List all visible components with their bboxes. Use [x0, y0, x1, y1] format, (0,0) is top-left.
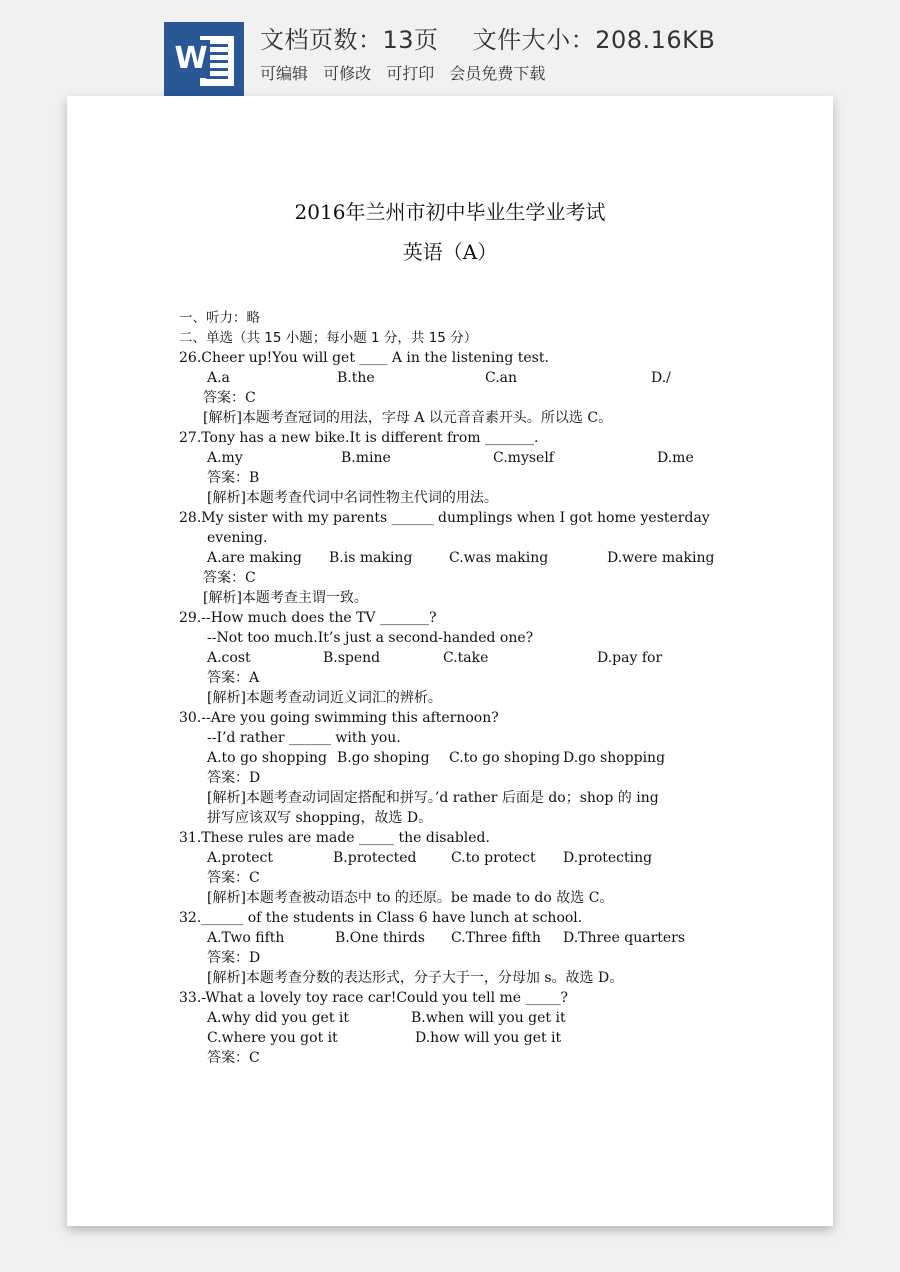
analysis: [解析]本题考查代词中名词性物主代词的用法。: [207, 490, 498, 506]
option-c: C.to protect: [451, 850, 536, 866]
option-b: B.mine: [341, 450, 391, 466]
option-a: A.my: [207, 450, 243, 466]
question-stem: 33.-What a lovely toy race car!Could you tell me _____?: [179, 990, 569, 1006]
option-a: A.a: [207, 370, 230, 386]
exam-content: [179, 308, 799, 1068]
question-stem: 30.--Are you going swimming this afternoon?: [179, 710, 499, 726]
document-banner: [0, 0, 900, 96]
option-a: A.Two fifth: [207, 930, 285, 946]
option-c: C.was making: [449, 550, 549, 566]
feature-modifiable: 可修改: [323, 64, 372, 83]
section-single-choice: 二、单选（共 15 小题；每小题 1 分，共 15 分）: [179, 330, 478, 346]
file-size-label: 文件大小：208.16KB: [472, 26, 716, 54]
page-subtitle: 英语（A）: [402, 240, 498, 264]
analysis: [解析]本题考查动词固定搭配和拼写。’d rather 后面是 do；shop 的 ing: [207, 790, 659, 806]
analysis: [解析]本题考查冠词的用法，字母 A 以元音音素开头。所以选 C。: [203, 410, 613, 426]
option-b: B.go shoping: [337, 750, 430, 766]
document-meta: [260, 20, 741, 84]
answer: 答案：D: [207, 950, 261, 966]
question-stem: 27.Tony has a new bike.It is different from _______.: [179, 430, 539, 446]
question-stem: 29.--How much does the TV _______?: [179, 610, 437, 626]
question-options: [179, 928, 799, 948]
option-d: D.were making: [607, 550, 715, 566]
question-options: [179, 448, 799, 468]
analysis: [解析]本题考查被动语态中 to 的还原。be made to do 故选 C。: [207, 890, 614, 906]
analysis-continued: 拼写应该双写 shopping，故选 D。: [207, 810, 433, 826]
section-listening: 一、听力：略: [179, 310, 260, 326]
question-options: [179, 368, 799, 388]
option-b: B.spend: [323, 650, 381, 666]
feature-editable: 可编辑: [260, 64, 309, 83]
analysis: [解析]本题考查主谓一致。: [203, 590, 368, 606]
question-stem: 32.______ of the students in Class 6 have lunch at school.: [179, 910, 583, 926]
word-icon-letter: W: [172, 40, 210, 78]
answer: 答案：B: [207, 470, 260, 486]
option-d: D.Three quarters: [563, 930, 686, 946]
option-d: D.me: [657, 450, 694, 466]
option-a: A.protect: [207, 850, 274, 866]
word-document-icon: [164, 22, 244, 96]
question-stem: 31.These rules are made _____ the disabled.: [179, 830, 490, 846]
question-stem-continued: --Not too much.It’s just a second-handed one?: [207, 630, 534, 646]
option-c: C.myself: [493, 450, 554, 466]
analysis: [解析]本题考查分数的表达形式，分子大于一，分母加 s。故选 D。: [207, 970, 624, 986]
option-b: B.One thirds: [335, 930, 425, 946]
question-stem-continued: evening.: [207, 530, 268, 546]
option-d: D.go shopping: [563, 750, 666, 766]
analysis: [解析]本题考查动词近义词汇的辨析。: [207, 690, 442, 706]
page-title: 2016年兰州市初中毕业生学业考试: [294, 200, 606, 224]
question-options: [179, 748, 799, 768]
answer: 答案：C: [203, 390, 256, 406]
question-stem: 28.My sister with my parents ______ dumplings when I got home yesterday: [179, 510, 710, 526]
answer: 答案：C: [207, 1050, 260, 1066]
option-c: C.take: [443, 650, 489, 666]
question-options: [179, 848, 799, 868]
option-d: D.protecting: [563, 850, 653, 866]
option-b: B.protected: [333, 850, 417, 866]
feature-free-download: 会员免费下载: [449, 64, 546, 83]
question-options: [179, 648, 799, 668]
option-b: B.the: [337, 370, 375, 386]
feature-printable: 可打印: [386, 64, 435, 83]
option-c: C.to go shoping: [449, 750, 561, 766]
document-page: [67, 96, 833, 1226]
option-c: C.Three fifth: [451, 930, 541, 946]
question-options: [179, 1008, 799, 1028]
answer: 答案：C: [207, 870, 260, 886]
question-stem-continued: --I’d rather ______ with you.: [207, 730, 401, 746]
option-b: B.is making: [329, 550, 413, 566]
option-d: D./: [651, 370, 671, 386]
option-a: A.to go shopping: [207, 750, 327, 766]
question-options: [179, 1028, 799, 1048]
option-c: C.where you got it: [207, 1030, 338, 1046]
option-c: C.an: [485, 370, 518, 386]
option-d: D.pay for: [597, 650, 663, 666]
option-b: B.when will you get it: [411, 1010, 566, 1026]
answer: 答案：C: [203, 570, 256, 586]
answer: 答案：D: [207, 770, 261, 786]
option-a: A.cost: [207, 650, 251, 666]
option-a: A.why did you get it: [207, 1010, 350, 1026]
answer: 答案：A: [207, 670, 260, 686]
page-count-label: 文档页数：13页: [260, 26, 439, 54]
option-d: D.how will you get it: [415, 1030, 562, 1046]
option-a: A.are making: [207, 550, 302, 566]
question-options: [179, 548, 799, 568]
question-stem: 26.Cheer up!You will get ____ A in the listening test.: [179, 350, 549, 366]
